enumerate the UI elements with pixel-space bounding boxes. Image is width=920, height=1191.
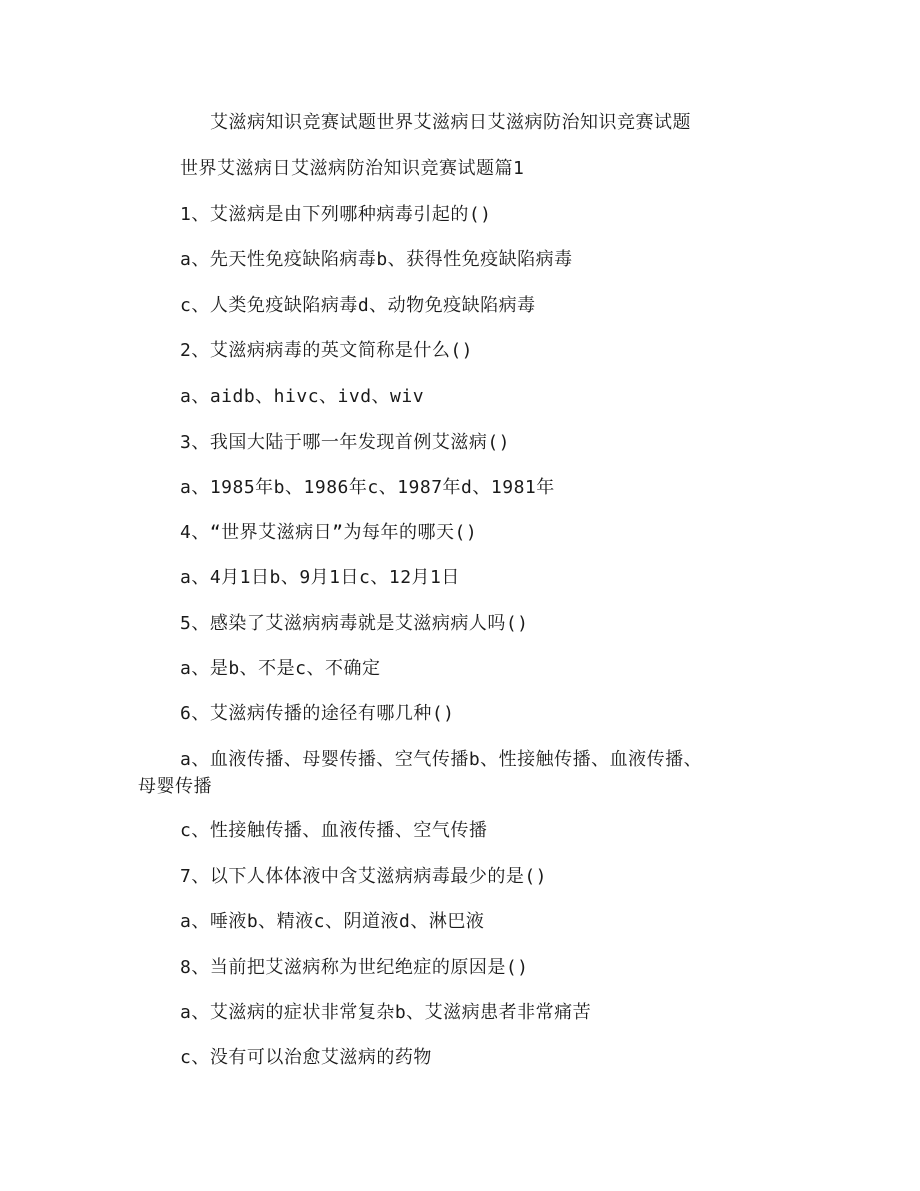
question-1-options-a: a、先天性免疫缺陷病毒b、获得性免疫缺陷病毒 <box>180 249 573 270</box>
question-6: 6、艾滋病传播的途径有哪几种() <box>180 703 455 724</box>
question-8-options-c: c、没有可以治愈艾滋病的药物 <box>180 1047 432 1068</box>
question-3: 3、我国大陆于哪一年发现首例艾滋病() <box>180 432 511 453</box>
question-5-options: a、是b、不是c、不确定 <box>180 658 381 679</box>
question-7-options: a、唾液b、精液c、阴道液d、淋巴液 <box>180 911 485 932</box>
question-8-options-a: a、艾滋病的症状非常复杂b、艾滋病患者非常痛苦 <box>180 1002 592 1023</box>
question-6-options-c: c、性接触传播、血液传播、空气传播 <box>180 820 488 841</box>
question-3-options: a、1985年b、1986年c、1987年d、1981年 <box>180 477 555 498</box>
question-4-options: a、4月1日b、9月1日c、12月1日 <box>180 567 460 588</box>
question-1-options-c: c、人类免疫缺陷病毒d、动物免疫缺陷病毒 <box>180 295 536 316</box>
question-4: 4、“世界艾滋病日”为每年的哪天() <box>180 522 478 543</box>
question-8: 8、当前把艾滋病称为世纪绝症的原因是() <box>180 957 529 978</box>
question-6-options-a: a、血液传播、母婴传播、空气传播b、性接触传播、血液传播、 <box>180 749 703 770</box>
question-2: 2、艾滋病病毒的英文简称是什么() <box>180 340 474 361</box>
question-2-options: a、aidb、hivc、ivd、wiv <box>180 386 425 407</box>
question-5: 5、感染了艾滋病病毒就是艾滋病病人吗() <box>180 613 529 634</box>
section-heading: 世界艾滋病日艾滋病防治知识竞赛试题篇1 <box>180 158 525 179</box>
document-title: 艾滋病知识竞赛试题世界艾滋病日艾滋病防治知识竞赛试题 <box>210 112 691 133</box>
question-7: 7、以下人体体液中含艾滋病病毒最少的是() <box>180 866 548 887</box>
question-1: 1、艾滋病是由下列哪种病毒引起的() <box>180 204 492 225</box>
question-6-options-a-continued: 母婴传播 <box>138 776 212 797</box>
